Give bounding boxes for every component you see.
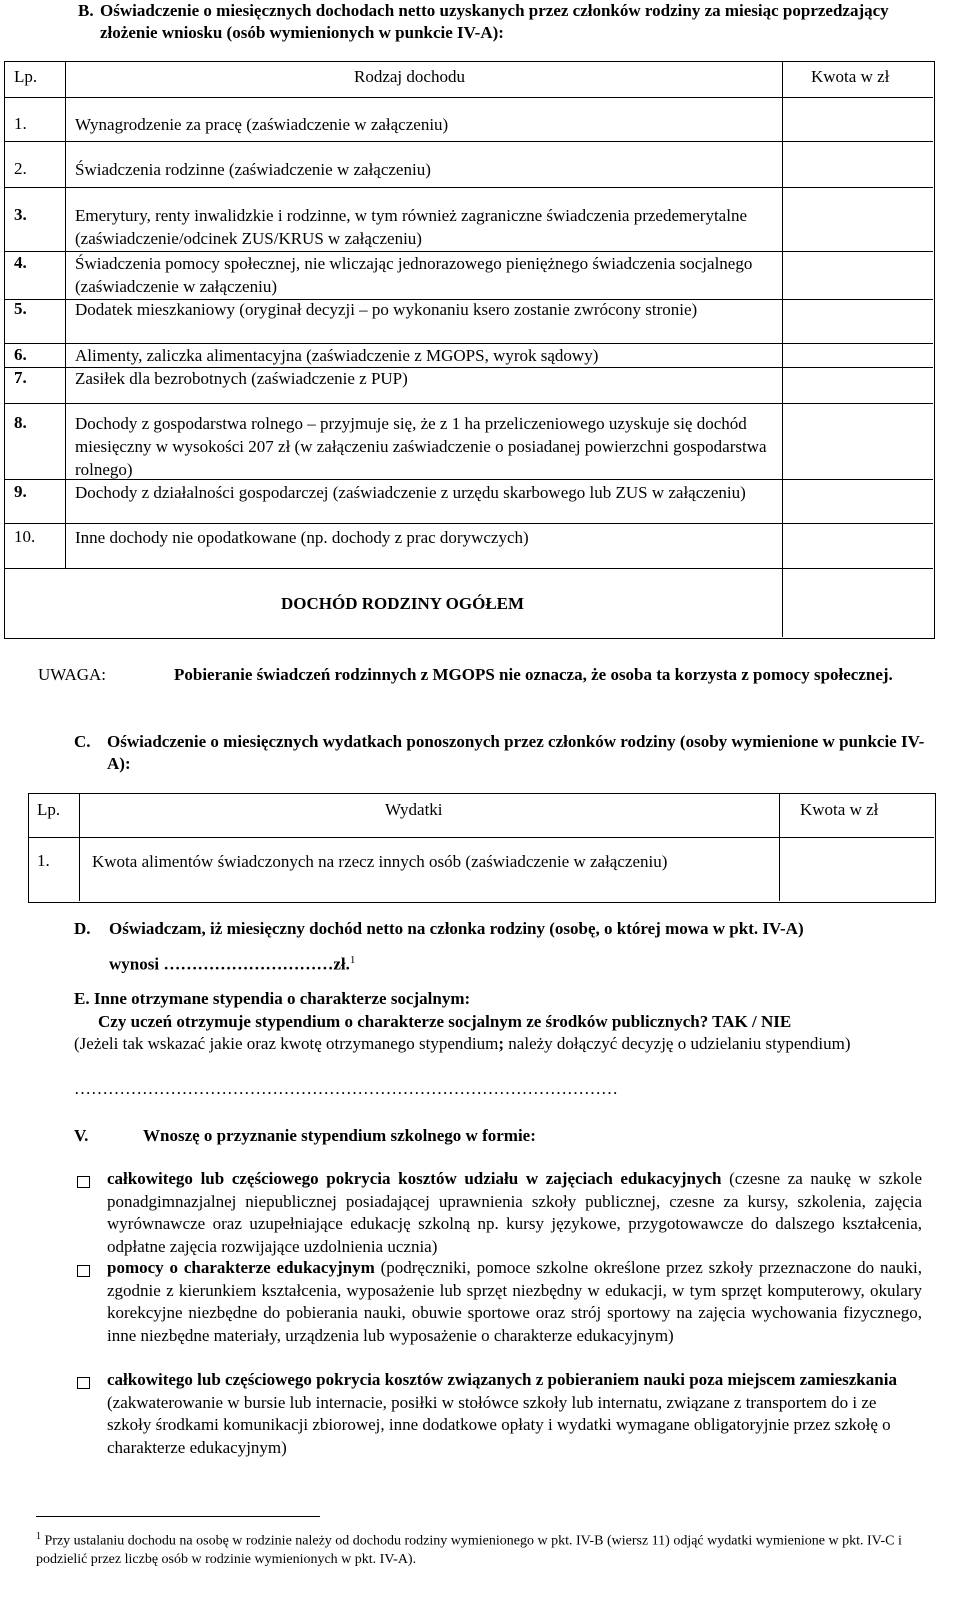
footnote-ref: 1 bbox=[349, 954, 356, 966]
section-d-text: Oświadczam, iż miesięczny dochód netto na członka rodziny (osobę, o której mowa w pkt. IV-A) bbox=[109, 919, 804, 938]
section-d-letter: D. bbox=[74, 919, 91, 938]
expense-col-lp: Lp. bbox=[37, 800, 61, 819]
income-row-5-text: Dodatek mieszkaniowy (oryginał decyzji – po wykonaniu ksero zostanie zwrócony stronie) bbox=[75, 300, 698, 319]
option-2-text bbox=[107, 1257, 922, 1347]
income-row-6-text: Alimenty, zaliczka alimentacyjna (zaświadczenie z MGOPS, wyrok sądowy) bbox=[75, 346, 599, 365]
footnote-rule bbox=[36, 1516, 320, 1517]
income-row-1-text: Wynagrodzenie za pracę (zaświadczenie w załączeniu) bbox=[75, 115, 449, 134]
section-b-title: Oświadczenie o miesięcznych dochodach netto uzyskanych przez członków rodziny za miesiąc poprzedzający złożenie wniosku (osób wymienionych w punkcie IV-A): bbox=[100, 1, 889, 43]
option-2-rest: (podręczniki, pomoce szkolne określone przez szkoły przeznaczone do nauki, zgodnie z kierunkiem kształcenia, wyposażenie lub sprzęt niezbędny w edukacji, w tym sprzęt komputerowy, okulary korekcyjne niezbędne do pobierania nauki, obuwie sportowe oraz strój sportowy na zajęcia wychowania fizycznego, inne niezbędne materiały, urządzenia lub wyposażenie o charakterze edukacyjnym) bbox=[107, 1258, 922, 1345]
income-row-2-lp: 2. bbox=[14, 159, 27, 178]
section-d bbox=[74, 918, 944, 940]
income-table bbox=[4, 61, 935, 639]
note-text: Pobieranie świadczeń rodzinnych z MGOPS nie oznacza, że osoba ta korzysta z pomocy społecznej. bbox=[174, 665, 893, 684]
income-row-4-text: Świadczenia pomocy społecznej, nie wliczając jednorazowego pieniężnego świadczenia socjalnego (zaświadczenie w załączeniu) bbox=[75, 254, 753, 296]
income-row-3-text: Emerytury, renty inwalidzkie i rodzinne, w tym również zagraniczne świadczenia przedemerytalne (zaświadczenie/odcinek ZUS/KRUS w załączeniu) bbox=[75, 206, 747, 248]
income-row-5-lp: 5. bbox=[14, 299, 27, 318]
expense-col-type: Wydatki bbox=[385, 800, 443, 819]
section-v-number: V. bbox=[74, 1126, 89, 1145]
footnote-text: Przy ustalaniu dochodu na osobę w rodzinie należy od dochodu rodziny wymienionego w pkt. IV-B (wiersz 11) odjąć wydatki wymienione w pkt. IV-C i podzielić przez liczbę osób w rodzinie wymienionych w pkt. IV-A). bbox=[36, 1533, 902, 1567]
option-3-rest: (zakwaterowanie w bursie lub internacie, posiłki w stołówce szkoły lub internatu, związane z transportem do i ze szkoły środkami komunikacji zbiorowej, inne dodatkowe opłaty i wydatki wymagane obligatoryjnie przez szkołę o charakterze edukacyjnym) bbox=[107, 1392, 891, 1457]
section-d-line2: wynosi …………………………zł. bbox=[109, 954, 350, 974]
section-e-explain-a: (Jeżeli tak wskazać jakie oraz kwotę otrzymanego stypendium bbox=[74, 1034, 499, 1053]
expense-row-1-text: Kwota alimentów świadczonych na rzecz innych osób (zaświadczenie w załączeniu) bbox=[92, 852, 668, 871]
option-3-checkbox[interactable] bbox=[77, 1377, 90, 1389]
income-col-lp: Lp. bbox=[14, 67, 38, 86]
section-v-title: Wnoszę o przyznanie stypendium szkolnego w formie: bbox=[143, 1126, 536, 1145]
option-1-text bbox=[107, 1168, 922, 1258]
footnote-mark: 1 bbox=[36, 1531, 41, 1542]
income-total-label: DOCHÓD RODZINY OGÓŁEM bbox=[281, 594, 525, 613]
option-1-rest: (czesne za naukę w szkole ponadgimnazjalnej niepublicznej posiadającej uprawnienia szkoły publicznej, czesne za kursy, szkolenia, zajęcia wyrównawcze oraz uzupełniające edukację szkolną np. kursy językowe, przygotowawcze do dalszego kształcenia, odpłatne zajęcia rozwijające uzdolnienia ucznia) bbox=[107, 1169, 922, 1256]
income-row-2-text: Świadczenia rodzinne (zaświadczenie w załączeniu) bbox=[75, 160, 431, 179]
income-row-7-lp: 7. bbox=[14, 368, 27, 387]
section-e-explain: (Jeżeli tak wskazać jakie oraz kwotę otrzymanego stypendium; należy dołączyć decyzję o udzielaniu stypendium) bbox=[74, 1034, 851, 1053]
income-row-8-text: Dochody z gospodarstwa rolnego – przyjmuje się, że z 1 ha przeliczeniowego uzyskuje się dochód miesięczny w wysokości 207 zł (w załączeniu zaświadczenie o posiadanej powierzchni gospodarstwa rolnego) bbox=[75, 414, 767, 479]
section-e-question: Czy uczeń otrzymuje stypendium o charakterze socjalnym ze środków publicznych? TAK / NIE bbox=[98, 1012, 792, 1031]
income-row-1-lp: 1. bbox=[14, 114, 27, 133]
note-label: UWAGA: bbox=[38, 665, 106, 684]
income-row-9-lp: 9. bbox=[14, 482, 27, 501]
income-row-7-text: Zasiłek dla bezrobotnych (zaświadczenie z PUP) bbox=[75, 369, 408, 388]
option-2-bold: pomocy o charakterze edukacyjnym bbox=[107, 1258, 375, 1277]
option-3-bold: całkowitego lub częściowego pokrycia kosztów związanych z pobieraniem nauki poza miejscem zamieszkania bbox=[107, 1370, 897, 1389]
income-row-9-text: Dochody z działalności gospodarczej (zaświadczenie z urzędu skarbowego lub ZUS w załączeniu) bbox=[75, 483, 746, 502]
expense-row-1-lp: 1. bbox=[37, 851, 50, 870]
expense-table bbox=[28, 793, 936, 903]
section-c-letter: C. bbox=[74, 732, 91, 751]
section-b-header bbox=[78, 0, 938, 45]
income-col-amount: Kwota w zł bbox=[811, 67, 890, 86]
income-col-type: Rodzaj dochodu bbox=[354, 67, 465, 86]
expense-col-amount: Kwota w zł bbox=[800, 800, 879, 819]
income-row-6-lp: 6. bbox=[14, 345, 27, 364]
footnote bbox=[36, 1528, 926, 1569]
option-3-text bbox=[107, 1369, 922, 1459]
section-e-explain-b: należy dołączyć decyzję o udzielaniu stypendium) bbox=[508, 1034, 851, 1053]
option-1-checkbox[interactable] bbox=[77, 1176, 90, 1188]
income-row-10-text: Inne dochody nie opodatkowane (np. dochody z prac dorywczych) bbox=[75, 528, 529, 547]
section-b-letter: B. bbox=[78, 1, 94, 20]
section-e-title: E. Inne otrzymane stypendia o charakterze socjalnym: bbox=[74, 989, 471, 1008]
section-c-title: Oświadczenie o miesięcznych wydatkach ponoszonych przez członków rodziny (osoby wymienione w punkcie IV-A): bbox=[107, 732, 925, 774]
section-e-dots: …………………………………………………………………………………… bbox=[74, 1079, 618, 1098]
income-row-10-lp: 10. bbox=[14, 527, 36, 546]
option-1-bold: całkowitego lub częściowego pokrycia kosztów udziału w zajęciach edukacyjnych bbox=[107, 1169, 722, 1188]
income-row-4-lp: 4. bbox=[14, 253, 27, 272]
section-d-amount-line bbox=[109, 953, 355, 976]
income-row-3-lp: 3. bbox=[14, 205, 27, 224]
option-2-checkbox[interactable] bbox=[77, 1265, 90, 1277]
section-c-header bbox=[74, 731, 934, 776]
income-row-8-lp: 8. bbox=[14, 413, 27, 432]
